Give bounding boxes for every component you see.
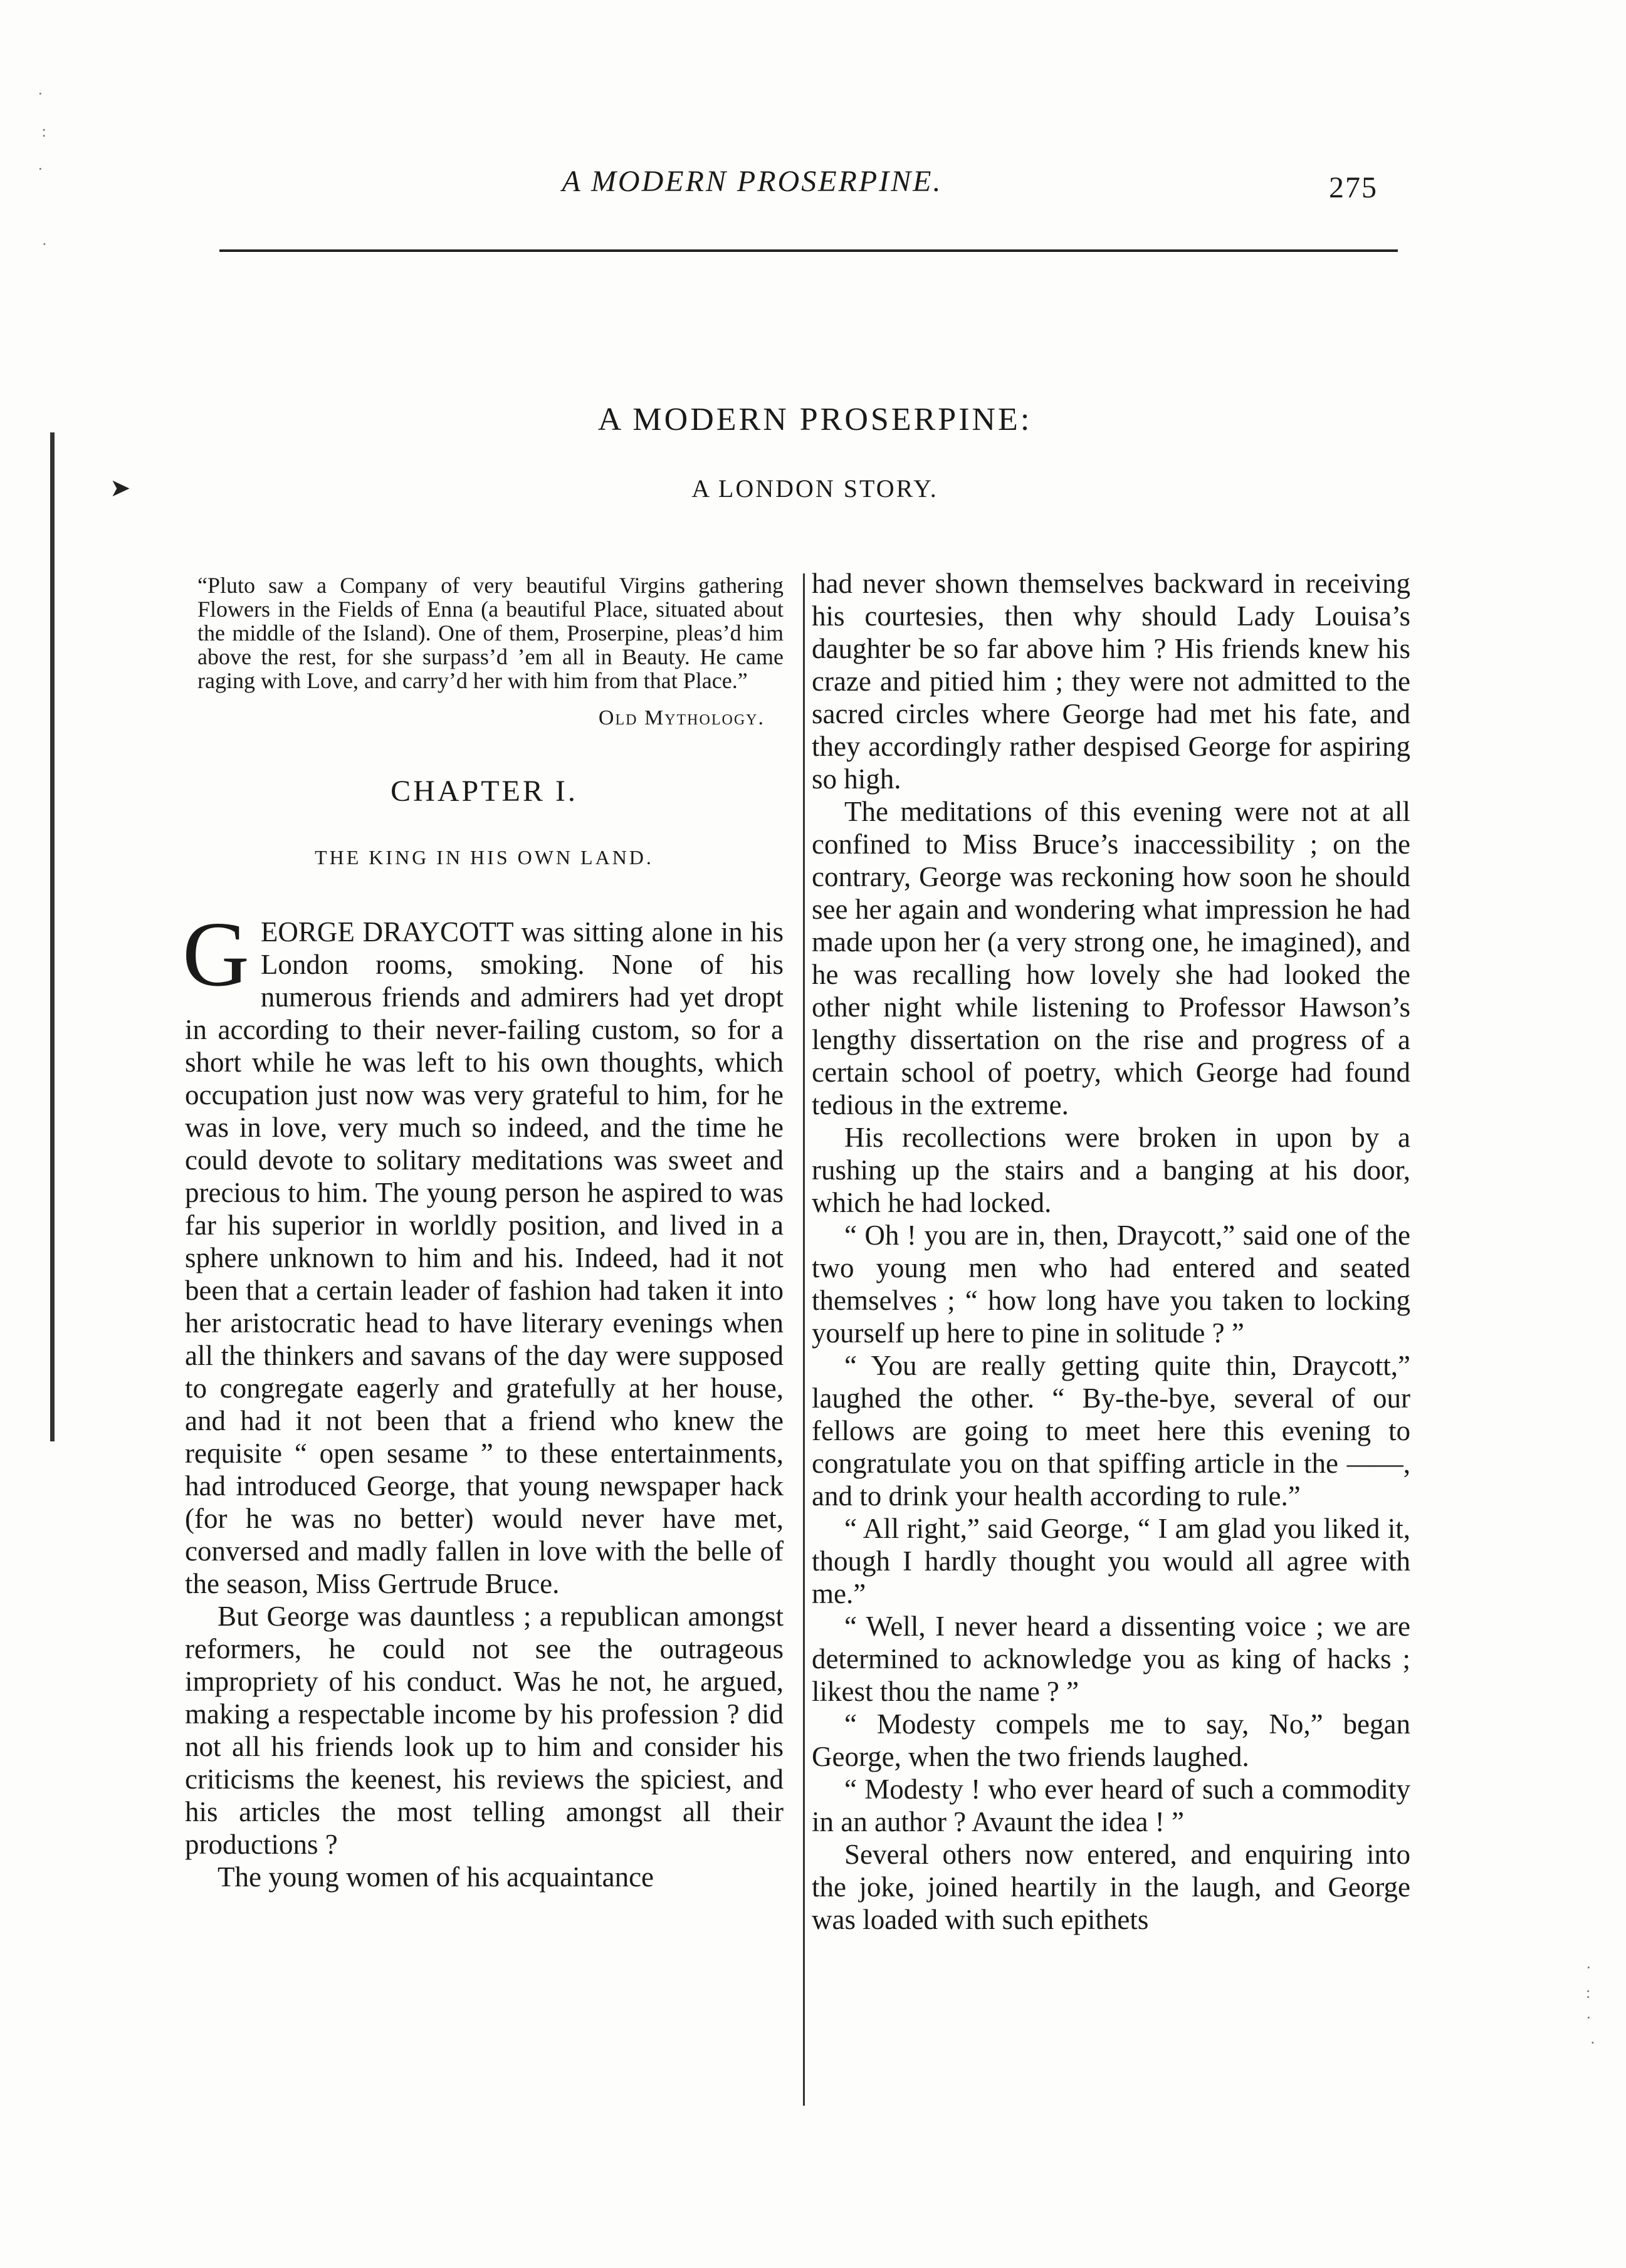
epigraph-source: Old Mythology. [598, 706, 765, 729]
page-number: 275 [1329, 171, 1378, 204]
scan-specks-left: · : · · [38, 85, 48, 253]
body-paragraph: “ Oh ! you are in, then, Draycott,” said one of the two young men who had entered and seated themselves ; “ how long have you taken to locking yourself up here to pine in solitude ? ” [812, 1220, 1410, 1349]
body-paragraph: The young women of his acquaintance [218, 1861, 654, 1893]
body-paragraph: Several others now entered, and enquiring into the joke, joined heartily in the laugh, and George was loaded with such epithets [812, 1839, 1410, 1935]
margin-bar [50, 432, 55, 1441]
header-rule [219, 249, 1398, 252]
left-column [182, 567, 784, 1893]
body-paragraph: “ Modesty compels me to say, No,” began George, when the two friends laughed. [812, 1708, 1410, 1772]
chapter-title: THE KING IN HIS OWN LAND. [315, 846, 654, 869]
body-paragraph: “ All right,” said George, “ I am glad you liked it, though I hardly thought you would all agree with me.” [812, 1513, 1410, 1609]
body-paragraph [182, 903, 784, 1600]
scan-specks-right: · : · · [1586, 1958, 1596, 2052]
body-paragraph: “ Modesty ! who ever heard of such a commodity in an author ? Avaunt the idea ! ” [812, 1774, 1410, 1837]
running-header-title: A MODERN PROSERPINE. [562, 165, 943, 198]
body-paragraph: But George was dauntless ; a republican amongst reformers, he could not see the outrageous impropriety of his conduct. Was he not, he argued, making a respectable income by his profession ? did not all his friends look up to him and consider his criticisms the keenest, his reviews the spiciest, and his articles the most telling amongst all their productions ? [185, 1601, 784, 1860]
story-title: A MODERN PROSERPINE: [597, 402, 1032, 437]
column-rule [803, 573, 805, 2106]
body-paragraph: “ You are really getting quite thin, Draycott,” laughed the other. “ By-the-bye, several of our fellows are going to meet here this evening to congratulate you on that spiffing article in the ——, and to drink your health according to rule.” [812, 1350, 1410, 1512]
drop-cap: G [182, 903, 249, 1006]
right-column [812, 567, 1410, 1936]
story-subtitle: A LONDON STORY. [691, 474, 938, 503]
body-paragraph: His recollections were broken in upon by a rushing up the stairs and a banging at his door, which he had locked. [812, 1122, 1410, 1218]
margin-arrow-mark: ➤ [110, 474, 131, 502]
paragraph-text: EORGE DRAYCOTT was sitting alone in his London rooms, smoking. None of his numerous friends and admirers had yet dropt in according to their never-failing custom, so for a short while he was left to his own thoughts, which occupation just now was very grateful to him, for he was in love, very much so indeed, and the time he could devote to solitary meditations was sweet and precious to him. The young person he aspired to was far his superior in worldly position, and lived in a sphere unknown to him and his. Indeed, had it not been that a certain leader of fashion had taken it into her aristocratic head to have literary evenings when all the thinkers and savans of the day were supposed to congregate eagerly and gratefully at her house, and had it not been that a friend who knew the requisite “ open sesame ” to these entertainments, had introduced George, that young newspaper hack (for he was no better) would never have met, conversed and madly fallen in love with the belle of the season, Miss Gertrude Bruce. [185, 916, 784, 1599]
body-paragraph: “ Well, I never heard a dissenting voice ; we are determined to acknowledge you as king of hacks ; likest thou the name ? ” [812, 1611, 1410, 1707]
body-paragraph: had never shown themselves backward in receiving his courtesies, then why should Lady Louisa’s daughter be so far above him ? His friends knew his craze and pitied him ; they were not admitted to the sacred circles where George had met his fate, and they accordingly rather despised George for aspiring so high. [812, 568, 1410, 795]
chapter-heading: CHAPTER I. [391, 775, 578, 808]
epigraph: “Pluto saw a Company of very beautiful Virgins gathering Flowers in the Fields of Enna (a beautiful Place, situated about the middle of the Island). One of them, Proserpine, pleas’d him above the rest, for she surpass’d ’em all in Beauty. He came raging with Love, and carry’d her with him from that Place.” [197, 573, 784, 693]
body-paragraph: The meditations of this evening were not at all confined to Miss Bruce’s inaccessibility ; on the contrary, George was reckoning how soon he should see her again and wondering what impression he had made upon her (a very strong one, he imagined), and he was recalling how lovely she had looked the other night while listening to Professor Hawson’s lengthy dissertation on the rise and progress of a certain school of poetry, which George had found tedious in the extreme. [812, 796, 1410, 1121]
